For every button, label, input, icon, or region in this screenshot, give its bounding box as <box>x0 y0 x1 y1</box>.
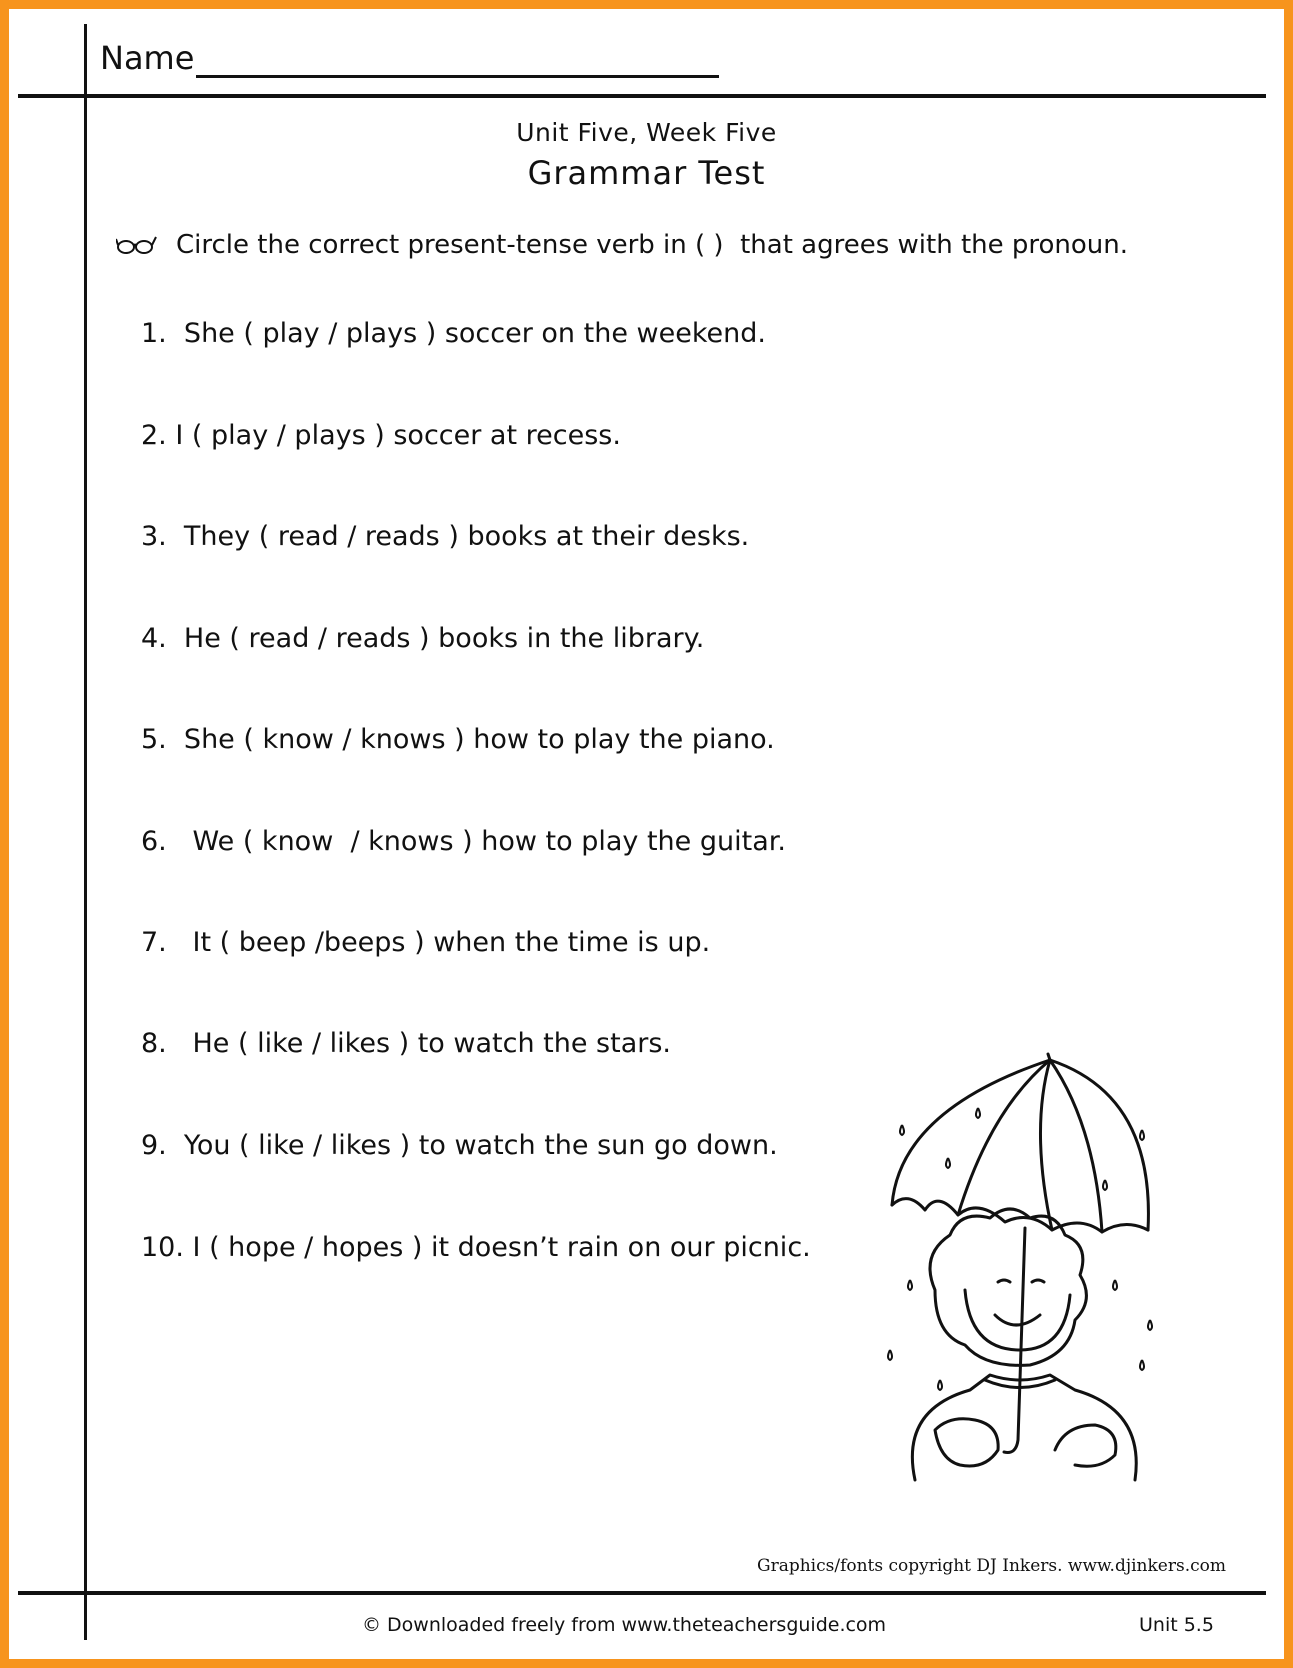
copyright-credit: Graphics/fonts copyright DJ Inkers. www.djinkers.com <box>757 1556 1226 1576</box>
worksheet-subtitle: Unit Five, Week Five <box>516 118 777 147</box>
question-item: 5. She ( know / knows ) how to play the piano. <box>141 724 775 755</box>
footer-rule <box>18 1591 1266 1595</box>
margin-line <box>84 24 87 1640</box>
question-item: 4. He ( read / reads ) books in the library. <box>141 623 705 654</box>
umbrella-kid-illustration <box>880 1050 1180 1490</box>
name-blank-line[interactable] <box>196 43 719 78</box>
name-label: Name <box>100 39 195 77</box>
glasses-icon <box>116 233 158 257</box>
name-row <box>100 38 719 78</box>
question-item: 3. They ( read / reads ) books at their desks. <box>141 521 750 552</box>
worksheet-title: Grammar Test <box>527 154 766 192</box>
question-item: 9. You ( like / likes ) to watch the sun go down. <box>141 1130 778 1161</box>
question-item: 1. She ( play / plays ) soccer on the weekend. <box>141 318 766 349</box>
question-item: 2. I ( play / plays ) soccer at recess. <box>141 420 621 451</box>
question-item: 7. It ( beep /beeps ) when the time is up. <box>141 927 711 958</box>
header-rule <box>18 94 1266 98</box>
instruction-text: Circle the correct present-tense verb in ( ) that agrees with the pronoun. <box>176 230 1129 260</box>
question-item: 6. We ( know / knows ) how to play the guitar. <box>141 826 786 857</box>
footer-unit-label: Unit 5.5 <box>1139 1614 1214 1636</box>
question-item: 8. He ( like / likes ) to watch the stars. <box>141 1028 672 1059</box>
instruction-row <box>116 230 1128 260</box>
footer-download-note: © Downloaded freely from www.theteachersguide.com <box>362 1614 887 1636</box>
question-item: 10. I ( hope / hopes ) it doesn’t rain on our picnic. <box>141 1232 811 1263</box>
